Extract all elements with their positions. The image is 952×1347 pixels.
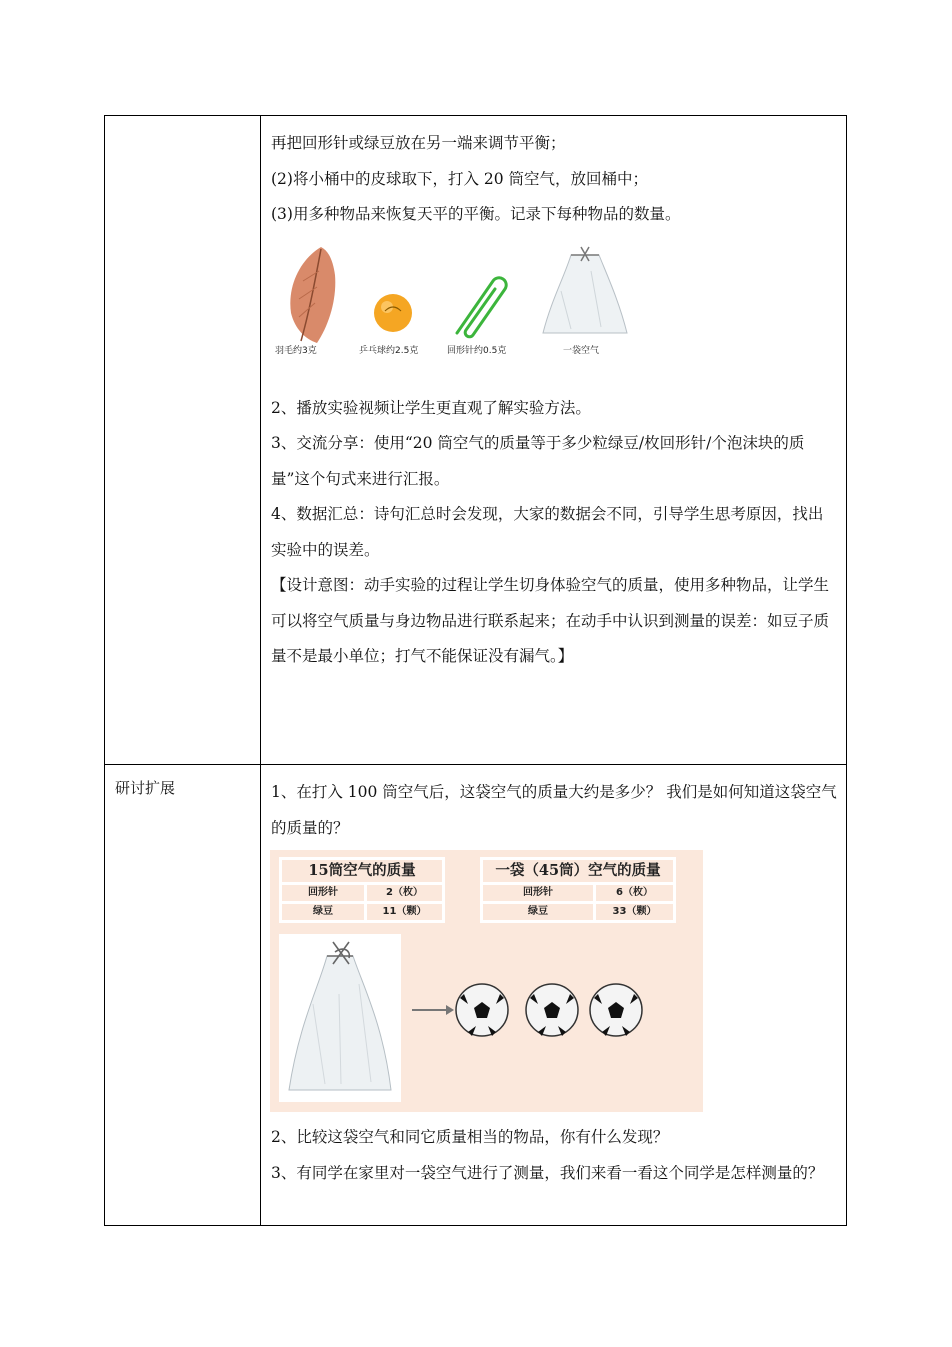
- row-label-cell: [105, 765, 261, 1226]
- text-line: (2)将小桶中的皮球取下，打入 20 筒空气，放回桶中；: [271, 169, 649, 188]
- design-intent: 【设计意图：动手实验的过程让学生切身体验空气的质量，使用多种物品，让学生可以将空气质量与身边物品进行联系起来；在动手中认识到测量的误差：如豆子质量不是最小单位；打气不能保证没有漏气。】: [271, 576, 830, 665]
- question-2: 2、比较这袋空气和同它质量相当的物品，你有什么发现？: [271, 1128, 669, 1146]
- ping-pong-ball-image: [363, 241, 423, 345]
- item-name: 绿豆: [483, 904, 596, 920]
- question-3: 3、有同学在家里对一袋空气进行了测量，我们来看一看这个同学是怎样测量的？: [271, 1163, 824, 1182]
- mass-table-row: [282, 885, 442, 901]
- text-line: 再把回形针或绿豆放在另一端来调节平衡；: [271, 134, 566, 152]
- mass-table-title: 一袋（45筒）空气的质量: [483, 860, 673, 885]
- soccer-ball-icon: [590, 984, 642, 1036]
- air-bag-image: [279, 934, 401, 1102]
- mass-table-row: [483, 885, 673, 901]
- plastic-bag-image: [531, 241, 641, 345]
- lesson-table: [104, 115, 847, 1226]
- arrow-icon: [412, 1005, 454, 1015]
- row-label-cell: [105, 116, 261, 765]
- table-row: [105, 765, 847, 1226]
- row-content-cell: [261, 765, 847, 1226]
- item-name: 绿豆: [282, 904, 367, 920]
- text-line: (3)用多种物品来恢复天平的平衡。记录下每种物品的数量。: [271, 205, 681, 223]
- image-caption: 乒乓球约2.5克: [359, 345, 419, 356]
- mass-table-15: [279, 857, 445, 923]
- question-1: 1、在打入 100 筒空气后，这袋空气的质量大约是多少？ 我们是如何知道这袋空气的质量的？: [271, 783, 837, 837]
- item-count: 11（颗）: [382, 906, 427, 917]
- materials-image-strip: [275, 241, 645, 357]
- equivalence-graphic: [410, 960, 700, 1070]
- image-caption: 回形针约0.5克: [447, 345, 507, 356]
- section-label: [105, 116, 260, 128]
- text-line: 3、交流分享：使用“20 筒空气的质量等于多少粒绿豆/枚回形针/个泡沫块的质量”这个句式来进行汇报。: [271, 434, 805, 488]
- image-caption: 一袋空气: [563, 345, 600, 356]
- row-content-cell: [261, 116, 847, 765]
- air-mass-slide: [270, 850, 703, 1112]
- text-line: 2、播放实验视频让学生更直观了解实验方法。: [271, 398, 591, 417]
- image-caption: 羽毛约3克: [275, 345, 317, 356]
- mass-table-title: 15筒空气的质量: [282, 860, 442, 885]
- item-name: 回形针: [282, 885, 367, 901]
- table-row: [105, 116, 847, 765]
- item-name: 回形针: [483, 885, 596, 901]
- item-count: 2（枚）: [386, 887, 423, 898]
- mass-table-row: [282, 901, 442, 920]
- item-count: 6（枚）: [616, 887, 653, 898]
- soccer-ball-icon: [526, 984, 578, 1036]
- mass-table-45: [480, 857, 676, 923]
- mass-table-row: [483, 901, 673, 920]
- soccer-ball-icon: [456, 984, 508, 1036]
- item-count: 33（颗）: [612, 906, 657, 917]
- text-line: 4、数据汇总：诗句汇总时会发现，大家的数据会不同，引导学生思考原因，找出实验中的误差。: [271, 505, 824, 559]
- section-label: 研讨扩展: [115, 779, 176, 797]
- feather-image: [281, 241, 343, 345]
- paperclip-image: [445, 241, 511, 345]
